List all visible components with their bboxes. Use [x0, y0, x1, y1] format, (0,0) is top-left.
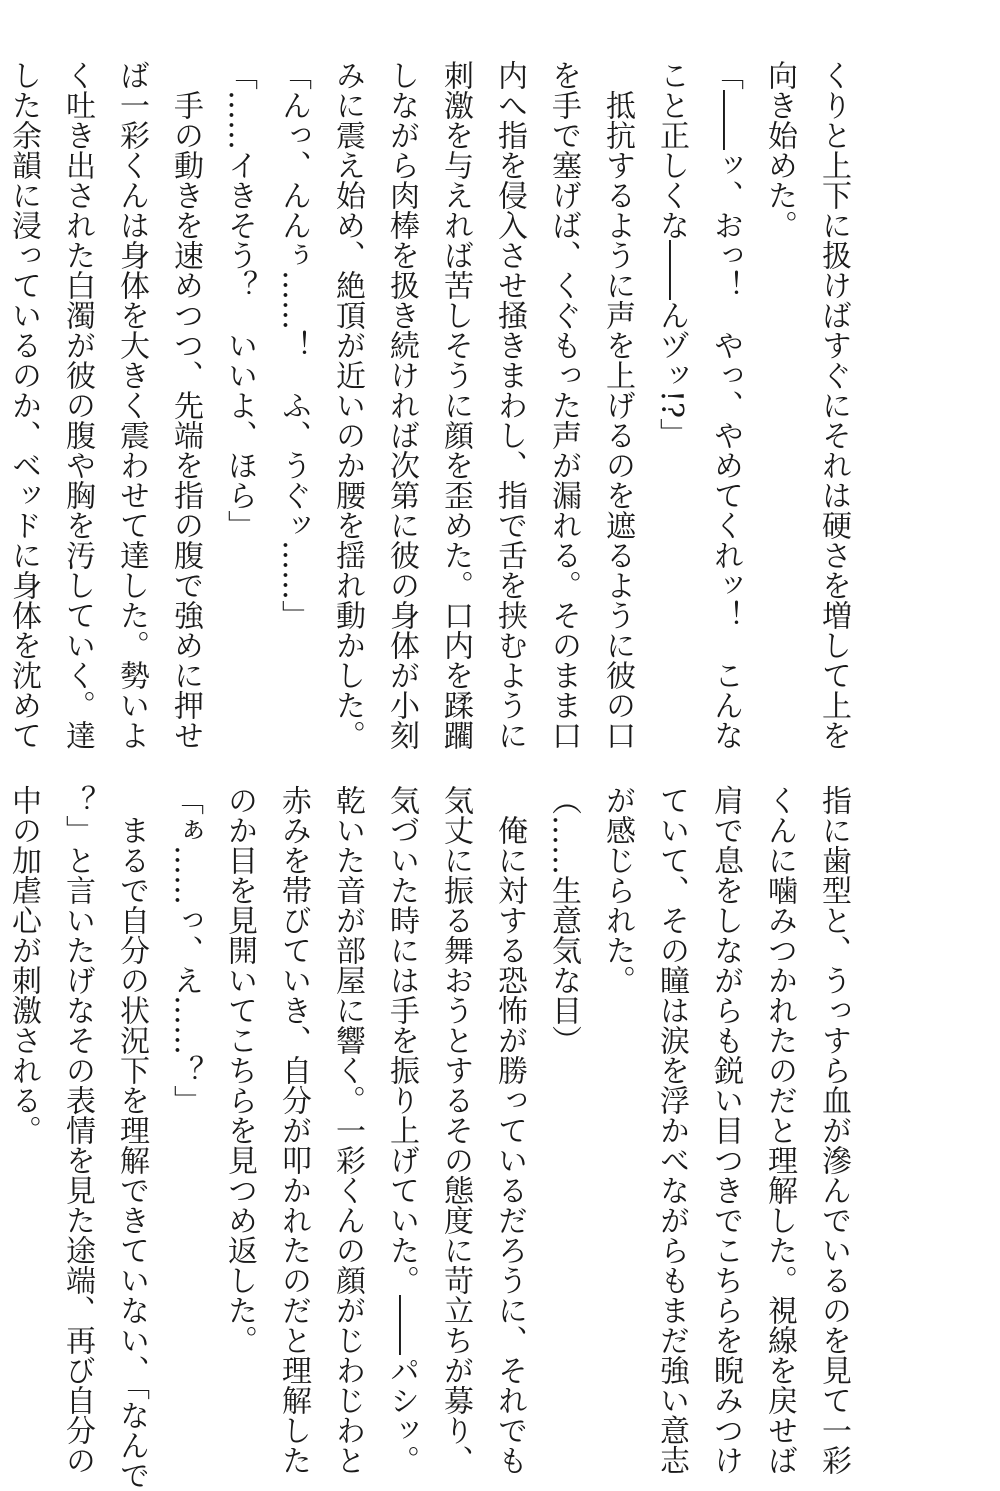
upper-line: ば一彩くんは身体を大きく震わせて達した。勢いよ — [114, 60, 149, 750]
lower-line: 俺に対する恐怖が勝っているだろうに、それでも — [492, 785, 527, 1475]
lower-line: 気丈に振る舞おうとするその態度に苛立ちが募り、 — [438, 785, 473, 1475]
upper-text-block — [6, 60, 860, 750]
lower-line: のか目を見開いてこちらを見つめ返した。 — [222, 785, 257, 1355]
upper-line: 手の動きを速めつつ、先端を指の腹で強めに押せ — [168, 60, 203, 750]
upper-line: を手で塞げば、くぐもった声が漏れる。そのまま口 — [546, 60, 581, 750]
lower-line: ていて、その瞳は涙を浮かべながらもまだ強い意志 — [654, 785, 689, 1475]
lower-line: 乾いた音が部屋に響く。一彩くんの顔がじわじわと — [330, 785, 365, 1475]
upper-line: しながら肉棒を扱き続ければ次第に彼の身体が小刻 — [384, 60, 419, 750]
lower-line: （……生意気な目） — [546, 785, 581, 1055]
lower-line: 「ぁ……っ、え……？」 — [168, 785, 203, 1115]
lower-text-block — [6, 785, 860, 1490]
upper-line: く吐き出された白濁が彼の腹や胸を汚していく。達 — [60, 60, 95, 750]
lower-line: ？」と言いたげなその表情を見た途端、再び自分の — [60, 785, 95, 1475]
upper-line: 抵抗するように声を上げるのを遮るように彼の口 — [600, 60, 635, 750]
upper-line: こと正しくな――んヅッ!?」 — [654, 60, 689, 449]
upper-line: 「――ッ、おっ！ やっ、やめてくれッ！ こんな — [708, 60, 743, 750]
upper-line: 「……イきそう？ いいよ、ほら」 — [222, 60, 257, 540]
lower-line: 中の加虐心が刺激される。 — [6, 785, 41, 1145]
upper-line: みに震え始め、絶頂が近いのか腰を揺れ動かした。 — [330, 60, 365, 750]
upper-line: くりと上下に扱けばすぐにそれは硬さを増して上を — [816, 60, 851, 750]
lower-line: くんに噛みつかれたのだと理解した。視線を戻せば — [762, 785, 797, 1475]
upper-line: 向き始めた。 — [762, 60, 797, 240]
upper-line: 内へ指を侵入させ掻きまわし、指で舌を挟むように — [492, 60, 527, 750]
lower-line: 気づいた時には手を振り上げていた。――パシッ。 — [384, 785, 419, 1475]
lower-line: まるで自分の状況下を理解できていない、「なんで — [114, 785, 149, 1490]
lower-line: 赤みを帯びていき、自分が叩かれたのだと理解した — [276, 785, 311, 1475]
upper-line: 「んっ、んんぅ……！ ふ、うぐッ……」 — [276, 60, 311, 630]
lower-line: が感じられた。 — [600, 785, 635, 995]
lower-line: 肩で息をしながらも鋭い目つきでこちらを睨みつけ — [708, 785, 743, 1475]
upper-line: 刺激を与えれば苦しそうに顔を歪めた。口内を蹂躙 — [438, 60, 473, 750]
lower-line: 指に歯型と、うっすら血が滲んでいるのを見て一彩 — [816, 785, 851, 1475]
upper-line: した余韻に浸っているのか、ベッドに身体を沈めて — [6, 60, 41, 750]
